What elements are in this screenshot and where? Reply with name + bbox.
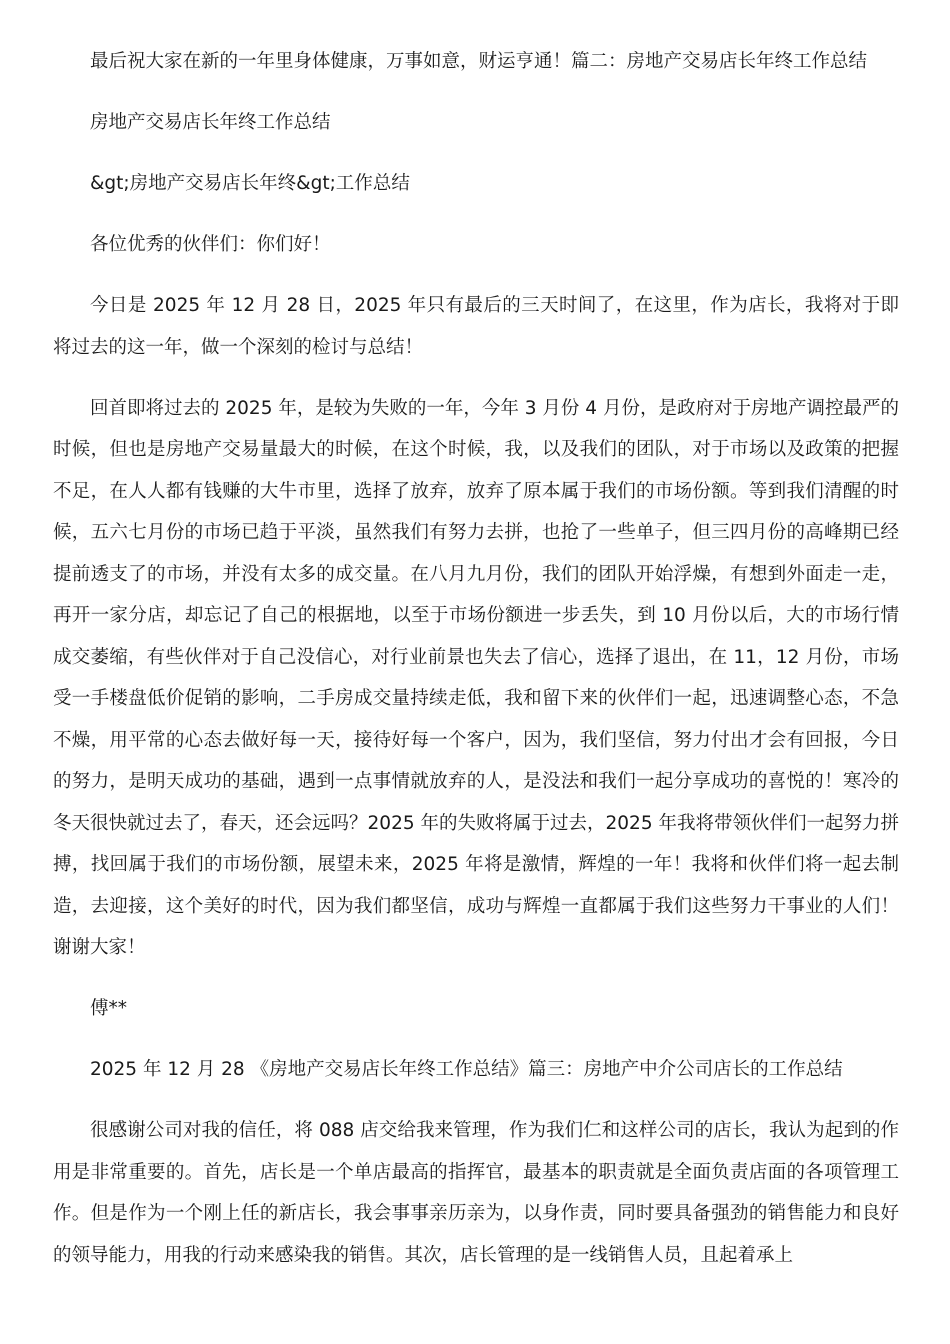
paragraph-closing-wishes: 最后祝大家在新的一年里身体健康，万事如意，财运亨通！篇二：房地产交易店长年终工作总结 [90,51,868,72]
paragraph-escaped-title: &gt;房地产交易店长年终&gt;工作总结 [90,173,410,194]
document-body [53,41,899,1296]
paragraph-section-title: 房地产交易店长年终工作总结 [90,112,331,133]
paragraph-greeting: 各位优秀的伙伴们：你们好！ [90,234,331,255]
paragraph-intro: 今日是 2025 年 12 月 28 日，2025 年只有最后的三天时间了，在这里，作为店长，我将对于即将过去的这一年，做一个深刻的检讨与总结！ [53,295,899,358]
paragraph-signature: 傅** [90,998,128,1019]
paragraph-manager-role: 很感谢公司对我的信任，将 088 店交给我来管理，作为我们仁和这样公司的店长，我认为起到的作用是非常重要的。首先，店长是一个单店最高的指挥官，最基本的职责就是全面负责店面的各项管理工作。但是作为一个刚上任的新店长，我会事事亲历亲为，以身作责，同时要具备强劲的销售能力和良好的领导能力，用我的行动来感染我的销售。其次，店长管理的是一线销售人员，且起着承上 [53,1120,899,1266]
paragraph-date-and-next-title: 2025 年 12 月 28 《房地产交易店长年终工作总结》篇三：房地产中介公司店长的工作总结 [90,1059,843,1080]
paragraph-review: 回首即将过去的 2025 年，是较为失败的一年，今年 3 月份 4 月份，是政府对于房地产调控最严的时候，但也是房地产交易量最大的时候，在这个时候，我，以及我们的团队，对于市场以及政策的把握不足，在人人都有钱赚的大牛市里，选择了放弃，放弃了原本属于我们的市场份额。等到我们清醒的时候，五六七月份的市场已趋于平淡，虽然我们有努力去拼，也抢了一些单子，但三四月份的高峰期已经提前透支了的市场，并没有太多的成交量。在八月九月份，我们的团队开始浮燥，有想到外面走一走，再开一家分店，却忘记了自己的根据地，以至于市场份额进一步丢失，到 10 月份以后，大的市场行情成交萎缩，有些伙伴对于自己没信心，对行业前景也失去了信心，选择了退出，在 11，12 月份，市场受一手楼盘低价促销的影响，二手房成交量持续走低，我和留下来的伙伴们一起，迅速调整心态，不急不燥，用平常的心态去做好每一天，接待好每一个客户，因为，我们坚信，努力付出才会有回报，今日的努力，是明天成功的基础，遇到一点事情就放弃的人，是没法和我们一起分享成功的喜悦的！寒冷的冬天很快就过去了，春天，还会远吗？2025 年的失败将属于过去，2025 年我将带领伙伴们一起努力拼搏，找回属于我们的市场份额，展望未来，2025 年将是激情，辉煌的一年！我将和伙伴们将一起去制造，去迎接，这个美好的时代，因为我们都坚信，成功与辉煌一直都属于我们这些努力干事业的人们！谢谢大家！ [53,397,899,958]
